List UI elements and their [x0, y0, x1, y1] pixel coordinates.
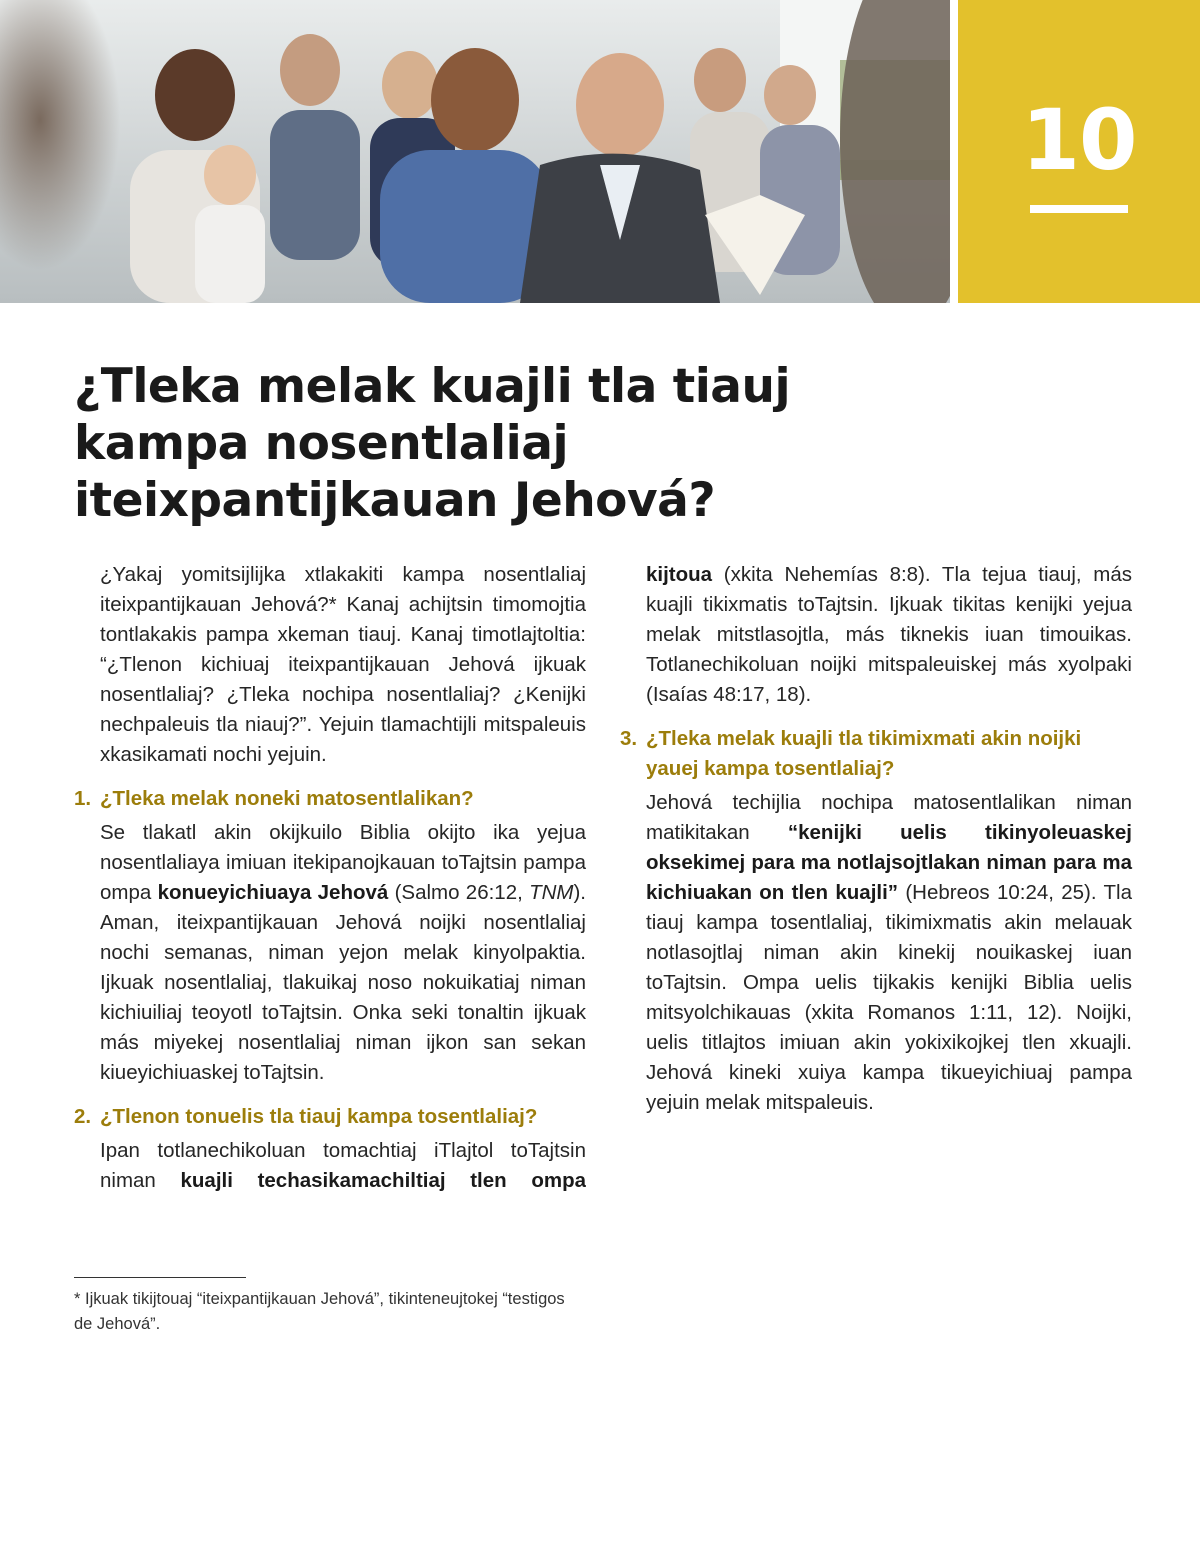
section-2-body-start [74, 1136, 586, 1196]
section-3-text-a: Jehová techijlia nochipa matosentlalikan niman matikitakan [646, 791, 1132, 844]
section-3-bold: “kenijki uelis tikinyoleuaskej oksekimej para ma notlajsojtlakan niman para ma kichiuakan on tlen kuajli” [646, 821, 1132, 904]
section-2-text-a: Ipan totlanechikoluan tomachtiaj iTlajtol toTajtsin niman [100, 1139, 586, 1192]
section-2-heading [74, 1102, 586, 1132]
section-1-heading [74, 784, 586, 814]
section-1-text-c: ). Aman, iteixpantijkauan Jehová noijki nosentlaliaj nochi semanas, niman yejon melak kinyolpaktia. Ijkuak nosentlaliaj, tlakuikaj noso nokuikatiaj niman kichiuiliaj teoyotl toTajtsin. Onka seki tonaltin ijkuak más miyekej nosentlaliaj niman ijkon san sekan kiueyichiuaskej toTajtsin. [100, 881, 587, 1084]
right-column [620, 560, 1132, 1118]
congregation-meeting-image [0, 0, 950, 303]
section-3-heading [620, 724, 1132, 784]
lesson-number: 10 [1021, 91, 1137, 189]
lesson-number-underline [1030, 205, 1128, 213]
left-column [74, 560, 586, 1196]
footnote-divider [74, 1277, 246, 1278]
section-1-text-b: (Salmo 26:12, [388, 881, 530, 904]
lesson-badge [958, 0, 1200, 303]
header-photo [0, 0, 950, 303]
section-1-question: ¿Tleka melak noneki matosentlalikan? [100, 787, 474, 810]
section-2-body-continued [620, 560, 1132, 710]
section-3-number: 3. [620, 727, 638, 750]
section-2-text-b: (xkita Nehemías 8:8). Tla tejua tiauj, más kuajli tikixmatis toTajtsin. Ijkuak tikitas kenijki yejua melak mitstlasojtla, más tiknekis iuan timouikas. Totlanechikoluan noijki mitspaleuiskej más xyolpaki (Isaías 48:17, 18). [646, 563, 1132, 706]
page-title: ¿Tleka melak kuajli tla tiauj kampa nosentlaliaj iteixpantijkauan Jehová? [74, 359, 791, 528]
section-2-bold-part1: kuajli techasikamachiltiaj tlen ompa [180, 1169, 586, 1192]
footnote: * Ijkuak tikijtouaj “iteixpantijkauan Jehová”, tikinteneujtokej “testigos de Jehová”. [74, 1290, 565, 1333]
section-3-text-b: (Hebreos 10:24, 25). Tla tiauj kampa tosentlaliaj, tikimixmatis akin melauak notlasojtlaj niman akin kinekij nouikaskej iuan toTajtsin. Ompa uelis tijkakis kenijki Biblia uelis mitsyolchikauas (xkita Romanos 1:11, 12). Noijki, uelis titlajtos imiuan akin yokixikojkej tlen xkuajli. Jehová kineki xuiya kampa tikueyichiuaj pampa yejuin melak mitspaleuis. [646, 881, 1132, 1114]
section-3-body [620, 788, 1132, 1118]
section-2-bold-part2: kijtoua [646, 563, 713, 586]
intro-paragraph [74, 560, 586, 770]
section-1-text-a: Se tlakatl akin okijkuilo Biblia okijto ika yejua nosentlaliaya imiuan itekipanojkauan toTajtsin pampa ompa [100, 821, 586, 904]
intro-text: ¿Yakaj yomitsijlijka xtlakakiti kampa nosentlaliaj iteixpantijkauan Jehová?* Kanaj achijtsin timomojtia tontlakakis pampa xkeman tiauj. Kanaj timotlajtoltia: “¿Tlenon kichiuaj iteixpantijkauan Jehová ijkuak nosentlaliaj? ¿Tleka nochipa nosentlaliaj? ¿Kenijki nechpaleuis tla niauj?”. Yejuin tlamachtijli mitspaleuis xkasikamati nochi yejuin. [100, 563, 586, 766]
section-3-question: ¿Tleka melak kuajli tla tikimixmati akin noijki yauej kampa tosentlaliaj? [646, 727, 1082, 780]
section-1-bold: konueyichiuaya Jehová [157, 881, 389, 904]
section-1-number: 1. [74, 787, 92, 810]
section-1-italic: TNM [529, 881, 574, 904]
section-2-question: ¿Tlenon tonuelis tla tiauj kampa tosentlaliaj? [100, 1105, 538, 1128]
section-1-body [74, 818, 586, 1088]
section-2-number: 2. [74, 1105, 92, 1128]
